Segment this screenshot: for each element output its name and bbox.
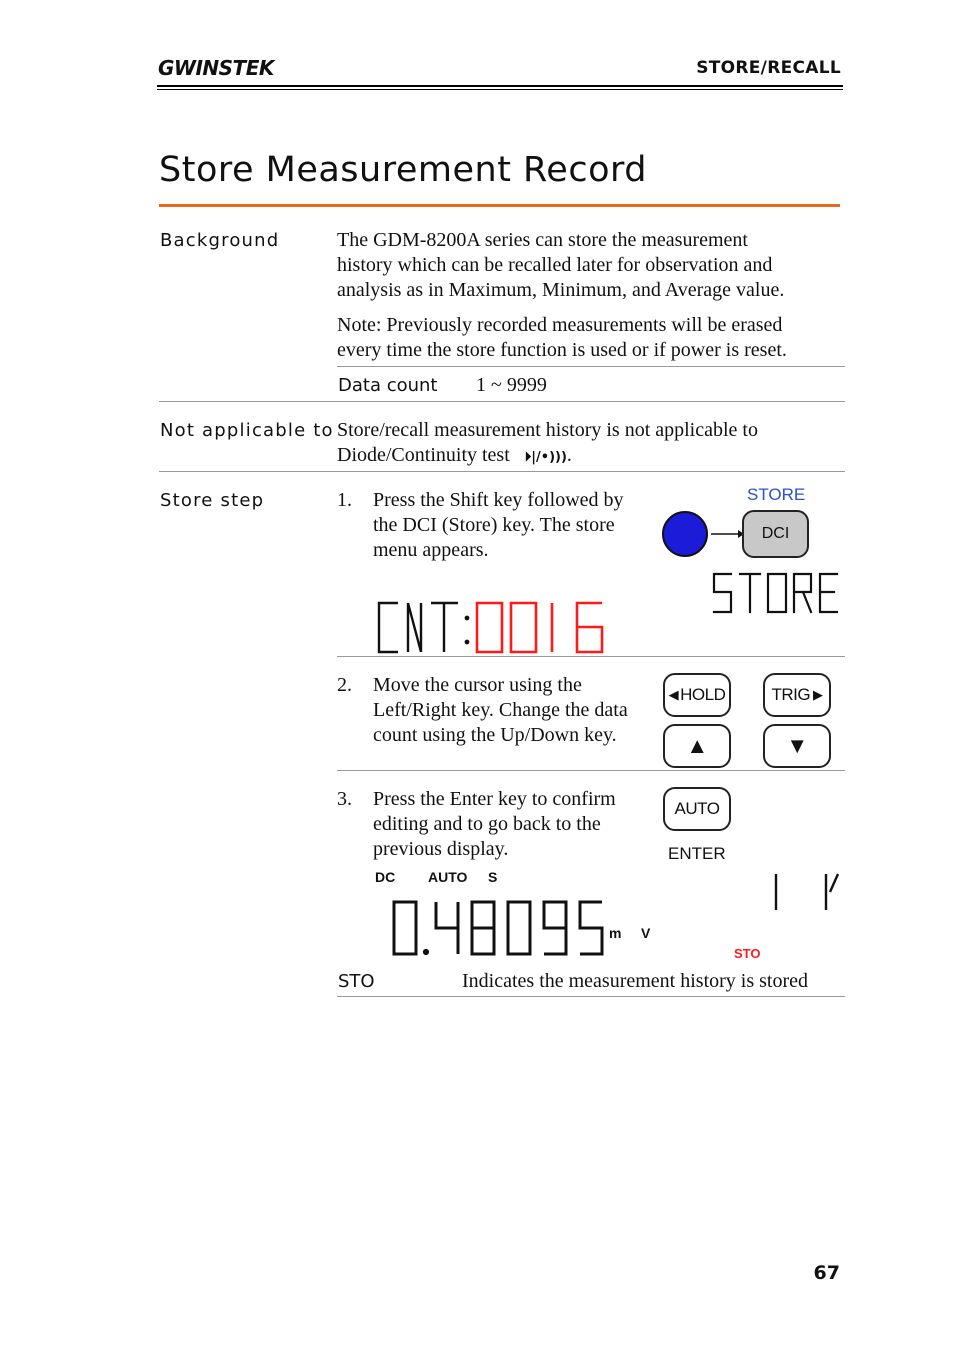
diode-continuity-icon: ⏵|/•)))	[524, 450, 567, 465]
unit-m: m	[609, 925, 622, 941]
text-line: Move the cursor using the	[373, 674, 582, 696]
dci-store-key[interactable]: DCI	[742, 510, 809, 558]
sto-badge: STO	[734, 946, 761, 961]
store-display	[712, 572, 842, 614]
not-applicable-label: Not applicable to	[160, 420, 334, 441]
step-number: 1.	[337, 489, 352, 511]
divider	[337, 656, 845, 657]
text-line: Left/Right key. Change the data	[373, 699, 628, 721]
text-line: Press the Shift key followed by	[373, 489, 624, 511]
text-line: every time the store function is used or if power is reset.	[337, 339, 787, 361]
text-line: Press the Enter key to confirm	[373, 788, 616, 810]
main-reading-display	[390, 898, 605, 960]
text-line: analysis as in Maximum, Minimum, and Average value.	[337, 279, 785, 301]
divider	[337, 770, 845, 771]
text-line: Store/recall measurement history is not applicable to	[337, 419, 758, 441]
enter-caption: ENTER	[668, 844, 726, 863]
step-3-text	[373, 787, 658, 862]
not-applicable-text	[337, 418, 847, 470]
header-rule	[157, 85, 843, 87]
text-line: the DCI (Store) key. The store	[373, 514, 615, 536]
triangle-right-icon: ▶	[813, 687, 823, 702]
unit-v: V	[641, 925, 651, 941]
divider	[337, 996, 845, 997]
background-label: Background	[160, 230, 280, 251]
step-number: 3.	[337, 788, 352, 810]
trig-key-label: TRIG	[771, 685, 811, 704]
text-line-part: .	[566, 444, 572, 466]
trig-right-key[interactable]	[763, 673, 831, 717]
count-display	[376, 600, 616, 656]
divider	[159, 471, 845, 472]
data-count-label: Data count	[338, 375, 438, 396]
background-text	[337, 228, 847, 303]
sub-reading-display	[770, 870, 845, 914]
text-line: previous display.	[373, 838, 509, 860]
down-key[interactable]	[763, 724, 831, 768]
title-rule	[159, 204, 840, 207]
section-name: STORE/RECALL	[696, 58, 841, 78]
step-1-text	[373, 488, 658, 563]
arrow-right-icon	[710, 526, 744, 542]
indicator-dc: DC	[375, 869, 396, 885]
indicator-s: S	[488, 869, 498, 885]
triangle-left-icon: ◀	[668, 687, 679, 702]
store-step-label: Store step	[160, 490, 265, 511]
triangle-down-icon: ▼	[786, 733, 808, 758]
triangle-up-icon: ▲	[686, 733, 708, 758]
text-line-part: Diode/Continuity test	[337, 444, 510, 466]
header-rule-thin	[157, 89, 843, 90]
text-line	[337, 443, 847, 470]
shift-key[interactable]	[662, 511, 708, 557]
data-count-value: 1 ~ 9999	[476, 374, 547, 396]
page-title: Store Measurement Record	[159, 150, 647, 190]
text-line: history which can be recalled later for observation and	[337, 254, 773, 276]
auto-enter-key[interactable]: AUTO	[663, 787, 731, 831]
text-line: menu appears.	[373, 539, 489, 561]
text-line: count using the Up/Down key.	[373, 724, 617, 746]
step-number: 2.	[337, 674, 352, 696]
text-line: The GDM-8200A series can store the measurement	[337, 229, 748, 251]
page-number: 67	[813, 1262, 840, 1284]
sto-label: STO	[338, 971, 375, 992]
hold-left-key[interactable]	[663, 673, 731, 717]
hold-key-label: HOLD	[680, 685, 726, 704]
indicator-auto: AUTO	[428, 869, 468, 885]
sto-description: Indicates the measurement history is stored	[462, 970, 809, 992]
text-line: Note: Previously recorded measurements will be erased	[337, 314, 783, 336]
brand-logo: GWINSTEK	[158, 56, 274, 80]
store-caption: STORE	[747, 485, 806, 504]
text-line: editing and to go back to the	[373, 813, 601, 835]
divider	[337, 366, 845, 367]
up-key[interactable]	[663, 724, 731, 768]
background-note	[337, 313, 847, 363]
divider	[159, 401, 845, 402]
step-2-text	[373, 673, 658, 748]
